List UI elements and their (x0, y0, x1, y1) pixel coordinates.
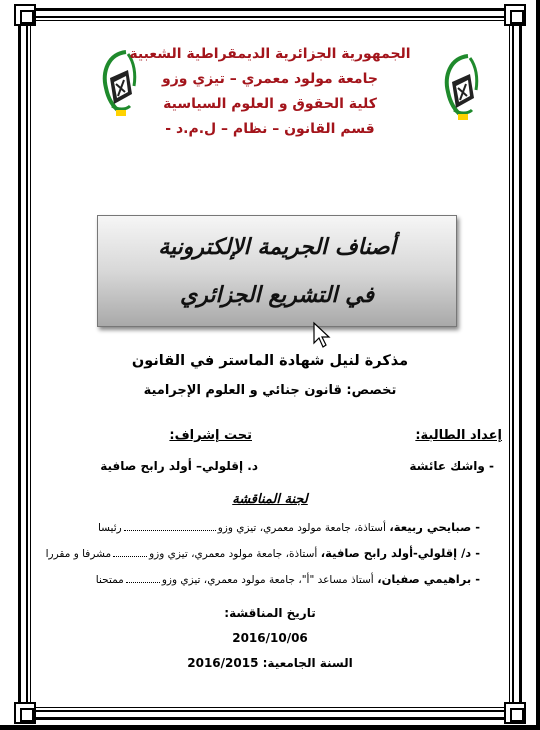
supervisor-name: د. إقلولي– أولد رابح صافية (100, 459, 258, 473)
university-emblem-icon (440, 52, 482, 124)
border-corner-bottom-right (504, 702, 526, 724)
committee-member-row (60, 572, 480, 586)
member-detail: أستاذة، جامعة مولود معمري، تيزي وزو (149, 548, 318, 560)
dotted-leader (124, 529, 216, 531)
thesis-subtitle: مذكرة لنيل شهادة الماستر في القانون (131, 353, 409, 369)
member-name: - براهيمي صفيان، (377, 572, 480, 586)
committee-label: لجنة المناقشة (232, 492, 308, 507)
member-role: مشرفا و مقررا (45, 548, 112, 560)
thesis-title-line1: أصناف الجريمة الإلكترونية (158, 234, 396, 260)
member-name: - د/ إقلولي-أولد رابح صافية، (320, 546, 480, 560)
header-republic: الجمهورية الجزائرية الديمقراطية الشعبية (129, 46, 411, 62)
defense-date-label: تاريخ المناقشة: (224, 606, 316, 620)
header-faculty: كلية الحقوق و العلوم السياسية (163, 96, 377, 112)
header-university: جامعة مولود معمري – تيزي وزو (162, 71, 378, 87)
student-label: إعداد الطالبة: (415, 428, 502, 443)
page-edge-bottom (0, 725, 540, 730)
mouse-cursor-icon (312, 321, 332, 349)
committee-member-row (45, 546, 480, 560)
dotted-leader (126, 581, 160, 583)
academic-year: السنة الجامعية: 2016/2015 (187, 656, 353, 670)
border-corner-bottom-left (14, 702, 36, 724)
defense-date: 2016/10/06 (232, 631, 308, 645)
thesis-title-line2: في التشريع الجزائري (180, 282, 374, 308)
committee-member-row (60, 520, 480, 534)
border-corner-top-left (14, 4, 36, 26)
student-name: - واشك عائشة (409, 459, 494, 473)
member-role: رئيسا (97, 522, 122, 534)
member-detail: أستاذة، جامعة مولود معمري، تيزي وزو (217, 522, 386, 534)
member-detail: أستاذ مساعد "أ"، جامعة مولود معمري، تيزي وزو (161, 574, 374, 586)
header-department: قسم القانون – نظام – ل.م.د - (165, 121, 375, 137)
thesis-title-box (97, 215, 457, 327)
thesis-specialty: تخصص: قانون جنائي و العلوم الإجرامية (143, 383, 397, 398)
supervisor-label: تحت إشراف: (169, 428, 252, 443)
border-corner-top-right (504, 4, 526, 26)
member-name: - صبايحي ربيعة، (389, 520, 480, 534)
member-role: ممتحنا (95, 574, 124, 586)
dotted-leader (113, 555, 147, 557)
